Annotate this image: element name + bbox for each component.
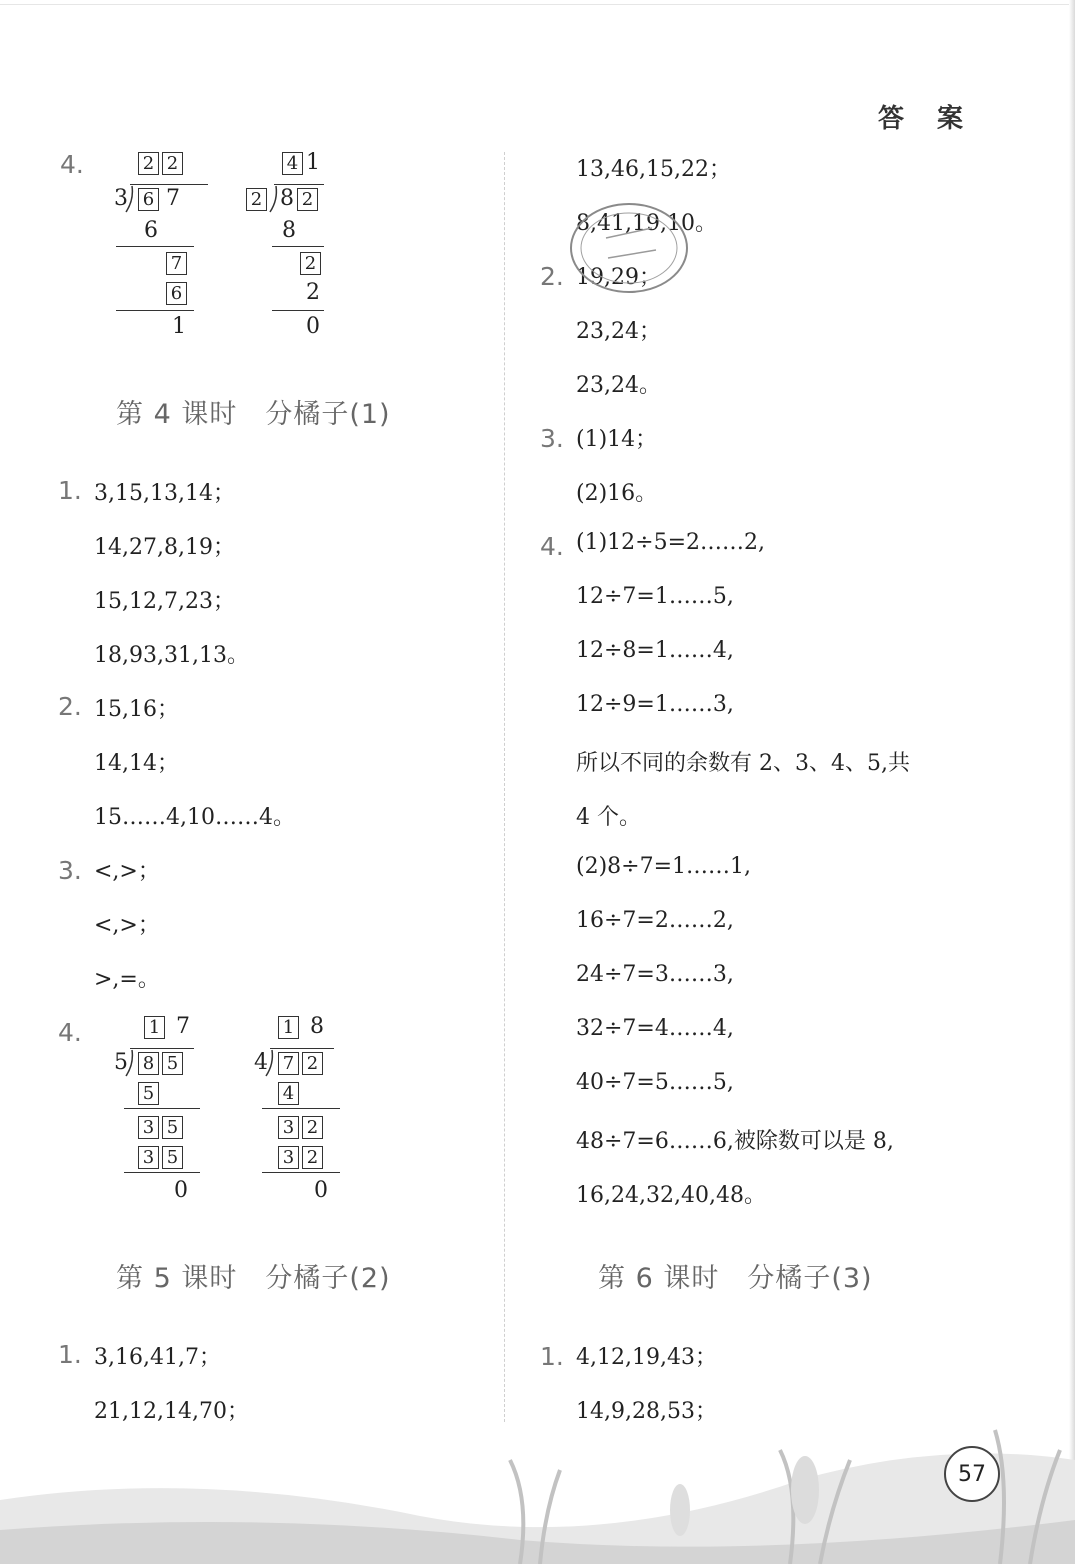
- answer-line: <,>；: [94, 913, 160, 938]
- step-digit: 2: [306, 280, 320, 305]
- remainder: 0: [306, 314, 320, 339]
- divisor: 4: [254, 1050, 268, 1075]
- subtraction-line: [124, 1172, 200, 1173]
- remainder: 0: [314, 1178, 328, 1203]
- remainder: 1: [172, 314, 186, 339]
- answer-line: 12÷8=1……4,: [576, 638, 734, 663]
- answer-box: 3: [278, 1146, 299, 1169]
- question-number: 4.: [60, 150, 84, 179]
- question-number: 3.: [540, 424, 564, 453]
- column-divider: [504, 152, 505, 1422]
- answer-box: 6: [166, 282, 187, 305]
- question-number: 4.: [540, 532, 564, 561]
- divisor: 3: [114, 186, 128, 211]
- grass-decoration-icon: [0, 1420, 1075, 1564]
- question-number: 1.: [540, 1342, 564, 1371]
- answer-box: 3: [138, 1116, 159, 1139]
- page-number: 57: [944, 1446, 1000, 1502]
- long-division-4: [250, 1012, 350, 1212]
- answer-box: 7: [278, 1052, 299, 1075]
- answer-box: 2: [138, 152, 159, 175]
- question-number: 1.: [58, 1340, 82, 1369]
- answer-line: (2)16。: [576, 481, 658, 506]
- subtraction-line: [272, 310, 324, 311]
- answer-line: 3,15,13,14；: [94, 481, 235, 506]
- remainder: 0: [174, 1178, 188, 1203]
- answer-line: 48÷7=6……6,被除数可以是 8,: [576, 1129, 894, 1154]
- watermark-stamp-icon: [566, 198, 692, 298]
- answer-box: 2: [162, 152, 183, 175]
- digit: 8: [280, 186, 294, 211]
- divisor: 5: [114, 1050, 128, 1075]
- question-number: 2.: [58, 692, 82, 721]
- answer-box: 2: [246, 188, 267, 211]
- answer-box: 6: [138, 188, 159, 211]
- answer-line: 18,93,31,13。: [94, 643, 249, 668]
- division-bracket: [264, 1048, 276, 1078]
- answer-box: 1: [144, 1016, 165, 1039]
- long-division-3: [110, 1012, 210, 1212]
- answer-line: (1)12÷5=2……2,: [576, 530, 766, 555]
- subtraction-line: [262, 1172, 340, 1173]
- section-title: 第 5 课时 分橘子(2): [116, 1263, 391, 1294]
- answer-box: 3: [278, 1116, 299, 1139]
- answer-line: 4 个。: [576, 805, 641, 830]
- step-digit: 6: [144, 218, 158, 243]
- answer-line: 14,9,28,53；: [576, 1399, 717, 1424]
- answer-line: 15……4,10……4。: [94, 805, 295, 830]
- page-header-title: 答 案: [878, 104, 976, 134]
- question-number: 2.: [540, 262, 564, 291]
- answer-line: 12÷9=1……3,: [576, 692, 734, 717]
- answer-box: 3: [138, 1146, 159, 1169]
- division-bar: [130, 184, 208, 185]
- subtraction-line: [116, 310, 194, 311]
- answer-box: 5: [162, 1146, 183, 1169]
- answer-line: 8,41,19,10。: [576, 211, 717, 236]
- division-bracket: [124, 1048, 136, 1078]
- subtraction-line: [116, 246, 194, 247]
- long-division-1: [110, 146, 210, 346]
- digit: 1: [306, 150, 320, 175]
- answer-line: 23,24；: [576, 319, 661, 344]
- answer-line: 15,16；: [94, 697, 179, 722]
- question-number: 3.: [58, 856, 82, 885]
- division-bar: [274, 184, 324, 185]
- answer-line: 23,24。: [576, 373, 661, 398]
- answer-line: <,>；: [94, 859, 160, 884]
- digit: 8: [310, 1014, 324, 1039]
- answer-line: 16÷7=2……2,: [576, 908, 734, 933]
- question-number: 1.: [58, 476, 82, 505]
- answer-box: 4: [282, 152, 303, 175]
- digit: 7: [166, 186, 180, 211]
- answer-box: 5: [162, 1116, 183, 1139]
- division-bracket: [124, 184, 136, 214]
- answer-line: 40÷7=5……5,: [576, 1070, 734, 1095]
- division-bar: [130, 1048, 194, 1049]
- answer-line: 15,12,7,23；: [94, 589, 235, 614]
- step-digit: 8: [282, 218, 296, 243]
- division-bar: [270, 1048, 334, 1049]
- answer-line: 所以不同的余数有 2、3、4、5,共: [576, 751, 910, 776]
- answer-box: 7: [166, 252, 187, 275]
- answer-line: 32÷7=4……4,: [576, 1016, 734, 1041]
- answer-line: >,=。: [94, 967, 160, 992]
- subtraction-line: [262, 1108, 340, 1109]
- answer-line: 13,46,15,22；: [576, 157, 731, 182]
- answer-box: 4: [278, 1082, 299, 1105]
- page-edge-shadow: [1069, 0, 1075, 1564]
- answer-box: 2: [302, 1146, 323, 1169]
- answer-line: 19,29；: [576, 265, 661, 290]
- section-title: 第 4 课时 分橘子(1): [116, 399, 391, 430]
- answer-box: 2: [297, 188, 318, 211]
- section-title: 第 6 课时 分橘子(3): [598, 1263, 873, 1294]
- answer-line: 16,24,32,40,48。: [576, 1183, 766, 1208]
- answer-line: 14,14；: [94, 751, 179, 776]
- answer-line: 3,16,41,7；: [94, 1345, 221, 1370]
- answer-line: 12÷7=1……5,: [576, 584, 734, 609]
- top-edge-line: [0, 4, 1075, 5]
- answer-box: 8: [138, 1052, 159, 1075]
- answer-line: (2)8÷7=1……1,: [576, 854, 752, 879]
- answer-box: 2: [300, 252, 321, 275]
- answer-box: 2: [302, 1052, 323, 1075]
- subtraction-line: [124, 1108, 200, 1109]
- answer-line: 21,12,14,70；: [94, 1399, 249, 1424]
- answer-box: 2: [302, 1116, 323, 1139]
- division-bracket: [268, 184, 280, 214]
- answer-line: (1)14；: [576, 427, 658, 452]
- answer-box: 1: [278, 1016, 299, 1039]
- subtraction-line: [272, 246, 324, 247]
- answer-box: 5: [162, 1052, 183, 1075]
- question-number: 4.: [58, 1018, 82, 1047]
- digit: 7: [176, 1014, 190, 1039]
- answer-line: 14,27,8,19；: [94, 535, 235, 560]
- answer-line: 24÷7=3……3,: [576, 962, 734, 987]
- long-division-2: [244, 146, 344, 346]
- answer-box: 5: [138, 1082, 159, 1105]
- answer-line: 4,12,19,43；: [576, 1345, 717, 1370]
